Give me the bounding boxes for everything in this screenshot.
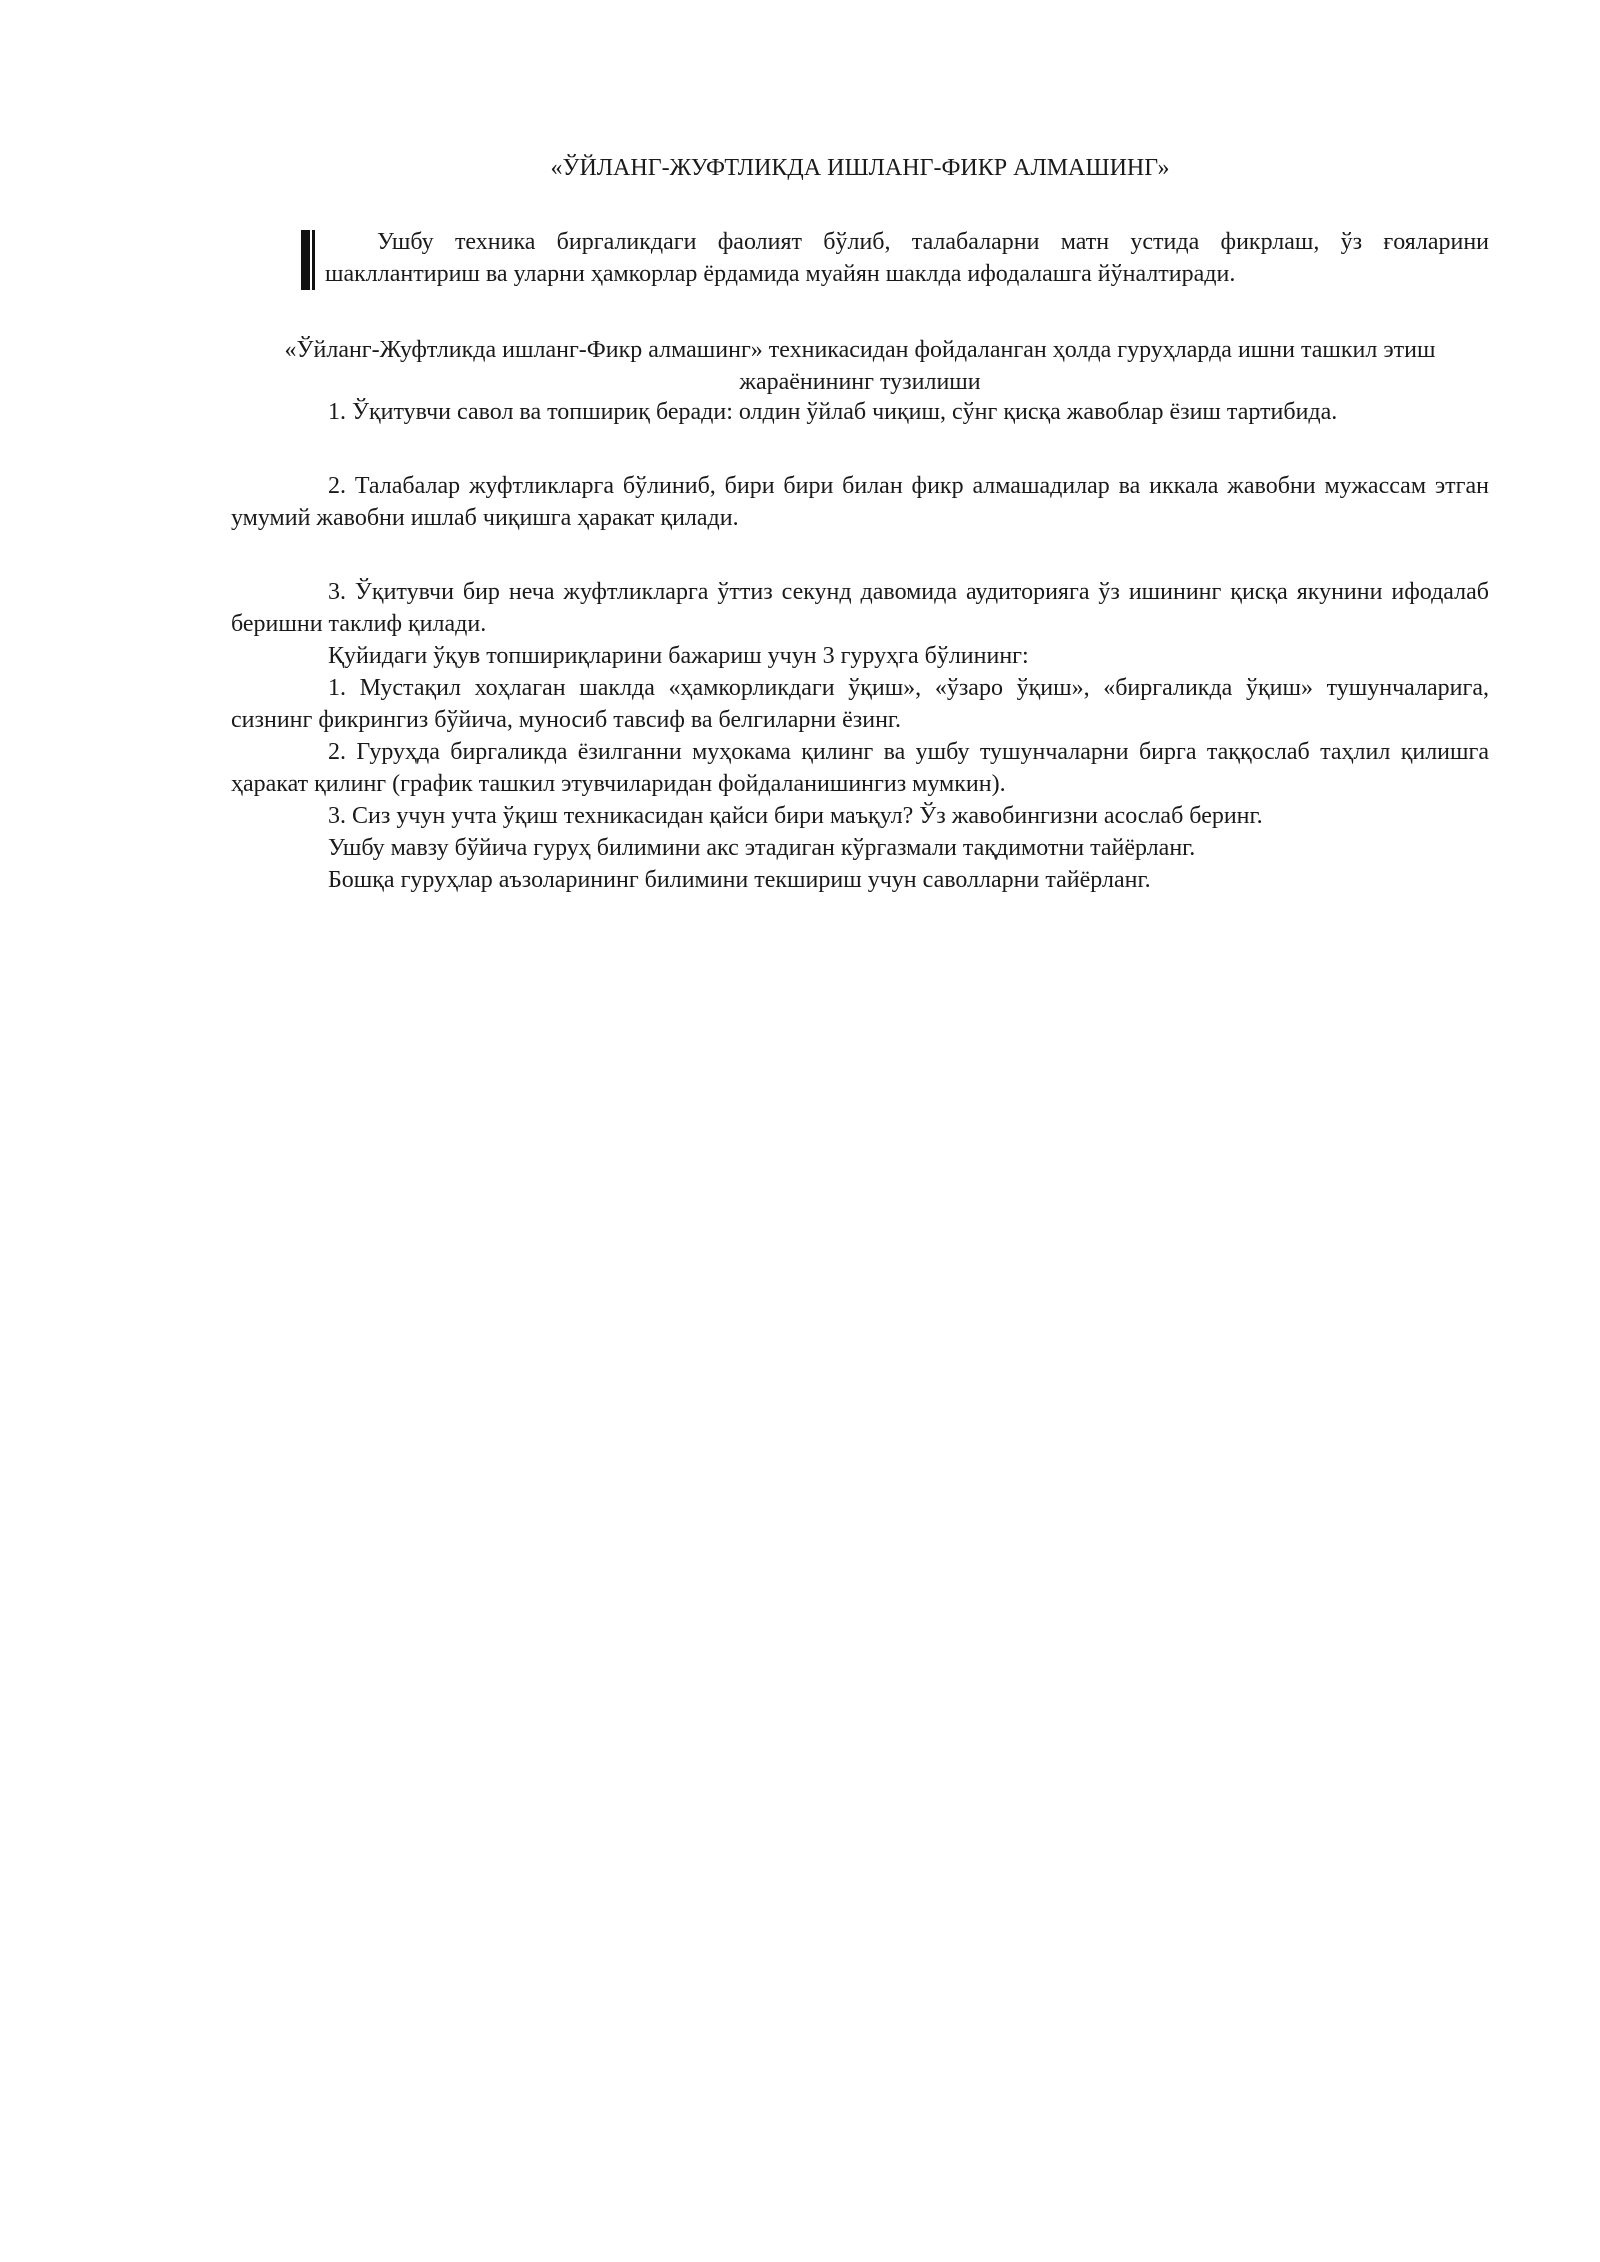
step-paragraph-1: 1. Ўқитувчи савол ва топшириқ беради: олдин ўйлаб чиқиш, сўнг қисқа жавоблар ёзиш тартибида. bbox=[328, 399, 1338, 425]
task-item-1: 1. Мустақил хоҳлаган шаклда «ҳамкорликдаги ўқиш», «ўзаро ўқиш», «биргаликда ўқиш» тушунчаларига, сизнинг фикрингиз бўйича, муносиб тавсиф ва белгиларни ёзинг. bbox=[231, 675, 1489, 733]
tasks-section bbox=[231, 640, 1489, 896]
quote-bar-icon bbox=[301, 230, 315, 290]
section-subtitle: «Ўйланг-Жуфтликда ишланг-Фикр алмашинг» техникасидан фойдаланган ҳолда гуруҳларда ишни ташкил этиш жараёнининг тузилиши bbox=[284, 337, 1436, 395]
task-item-2: 2. Гуруҳда биргаликда ёзилганни муҳокама қилинг ва ушбу тушунчаларни бирга таққослаб таҳлил қилишга ҳаракат қилинг (график ташкил этувчиларидан фойдаланишингиз мумкин). bbox=[231, 739, 1489, 797]
step-paragraph-3: 3. Ўқитувчи бир неча жуфтликларга ўттиз секунд давомида аудиторияга ўз ишининг қисқа якунини ифодалаб беришни таклиф қилади. bbox=[231, 579, 1489, 637]
document-title: «ЎЙЛАНГ-ЖУФТЛИКДА ИШЛАНГ-ФИКР АЛМАШИНГ» bbox=[550, 155, 1170, 181]
task-item-3: 3. Сиз учун учта ўқиш техникасидан қайси бири маъқул? Ўз жавобингизни асослаб беринг. bbox=[328, 803, 1263, 829]
tasks-intro: Қуйидаги ўқув топшириқларини бажариш учун 3 гуруҳга бўлининг: bbox=[328, 643, 1029, 669]
step-paragraph-2: 2. Талабалар жуфтликларга бўлиниб, бири бири билан фикр алмашадилар ва иккала жавобни мужассам этган умумий жавобни ишлаб чиқишга ҳаракат қилади. bbox=[231, 473, 1489, 531]
task-item-4: Ушбу мавзу бўйича гуруҳ билимини акс этадиган кўргазмали тақдимотни тайёрланг. bbox=[328, 835, 1196, 861]
intro-paragraph: Ушбу техника биргаликдаги фаолият бўлиб, талабаларни матн устида фикрлаш, ўз ғояларини шакллантириш ва уларни ҳамкорлар ёрдамида муайян шаклда ифодалашга йўналтиради. bbox=[325, 229, 1489, 287]
task-item-5: Бошқа гуруҳлар аъзоларининг билимини текшириш учун саволларни тайёрланг. bbox=[328, 867, 1151, 893]
